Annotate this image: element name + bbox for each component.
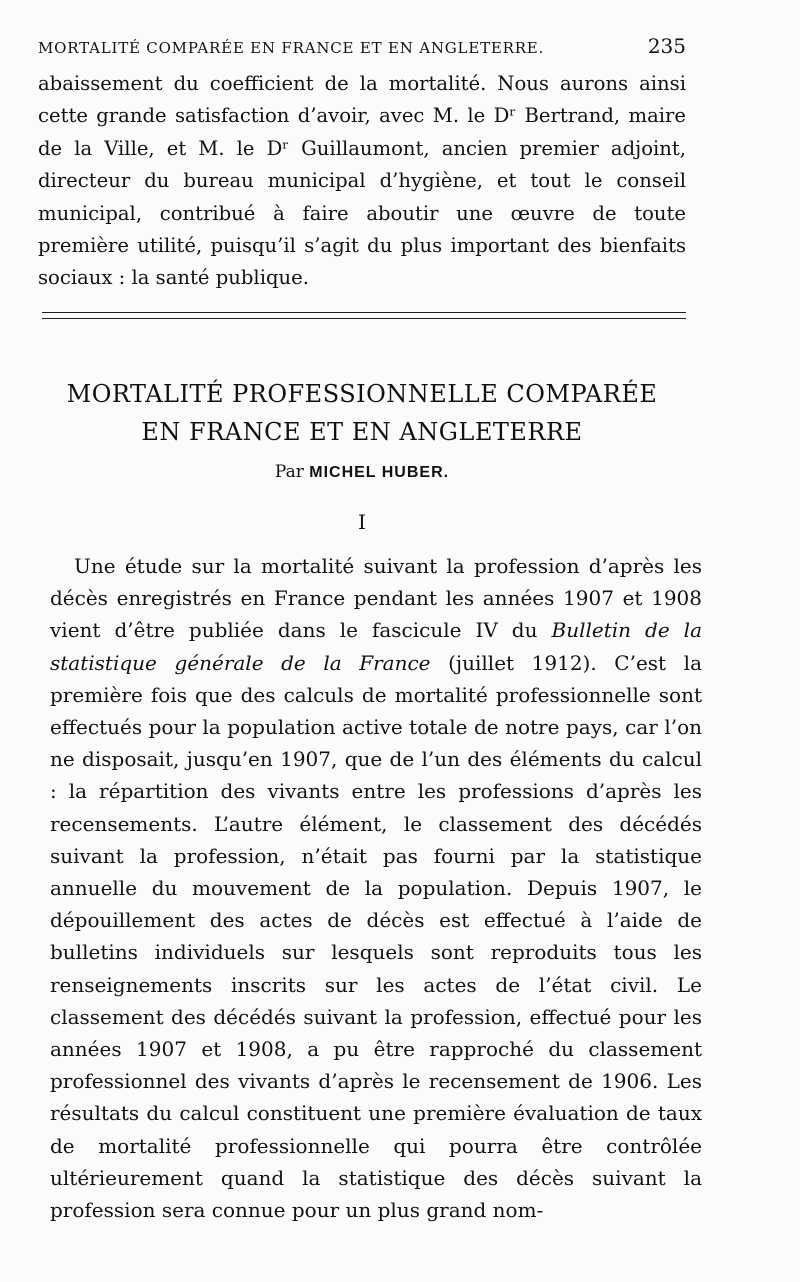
article-body-paragraph [50, 550, 702, 1226]
section-divider-top [42, 312, 686, 313]
byline [38, 462, 686, 482]
article-title-line-2: EN FRANCE ET EN ANGLETERRE [141, 418, 583, 446]
bulletin-title-italic: Bulletin de la statistique générale de la France [50, 618, 702, 675]
running-title: MORTALITÉ COMPARÉE EN FRANCE ET EN ANGLETERRE. [38, 39, 545, 57]
byline-prefix: Par [274, 462, 304, 482]
article-title-line-1: MORTALITÉ PROFESSIONNELLE COMPARÉE [66, 380, 658, 408]
section-divider-bottom [42, 318, 686, 319]
body-text-continued: (juillet 1912). C’est la première fois que des calculs de mortalité professionnelle sont effectués pour la population active totale de notre pays, car l’on ne disposait, jusqu’en 1907, que de l’un des éléments du calcul : la répartition des vivants entre les professions d’après les recensements. L’autre élément, le classement des décédés suivant la profession, n’était pas fourni par la statistique annuelle du mouvement de la population. Depuis 1907, le dépouillement des actes de décès est effectué à l’aide de bulletins individuels sur lesquels sont reproduits tous les renseignements inscrits sur les actes de l’état civil. Le classement des décédés suivant la profession, effectué pour les années 1907 et 1908, a pu être rapproché du classement professionnel des vivants d’après le recensement de 1906. Les résultats du calcul constituent une première évaluation de taux de mortalité professionnelle qui pourra être contrôlée ultérieurement quand la statistique des décès suivant la profession sera connue pour un plus grand nom- [50, 650, 702, 1223]
section-number: I [358, 510, 366, 534]
page-number: 235 [647, 34, 686, 58]
body-text-start: Une étude sur la mortalité suivant la profession d’après les décès enregistrés en France pendant les années 1907 et 1908 vient d’être publiée dans le fascicule IV du [50, 554, 702, 643]
previous-article-closing-paragraph: abaissement du coefficient de la mortalité. Nous aurons ainsi cette grande satisfaction d’avoir, avec M. le Dʳ Bertrand, maire de la Ville, et M. le Dʳ Guillaumont, ancien premier adjoint, directeur du bureau municipal d’hygiène, et tout le conseil municipal, contribué à faire aboutir une œuvre de toute première utilité, puisqu’il s’agit du plus important des bienfaits sociaux : la santé publique. [38, 72, 686, 290]
author-name: MICHEL HUBER. [309, 464, 450, 481]
running-header [38, 34, 686, 58]
